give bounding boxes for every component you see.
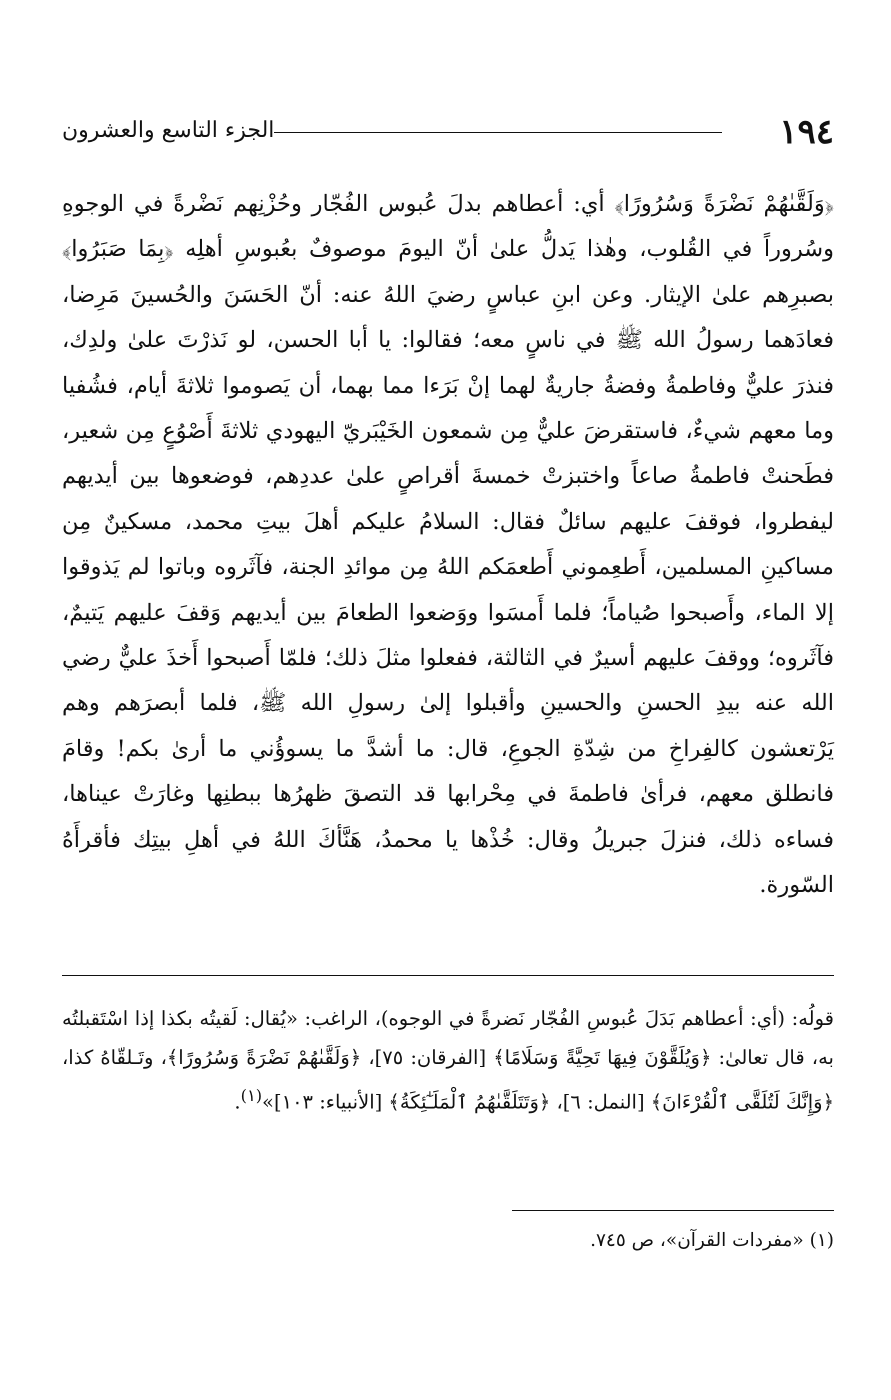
footnote-divider xyxy=(512,1210,834,1211)
main-text xyxy=(62,182,834,909)
footnote-reference: (١) xyxy=(240,1086,263,1105)
main-divider xyxy=(62,975,834,976)
commentary-end: . xyxy=(234,1090,241,1114)
page-number: ١٩٤ xyxy=(779,112,834,152)
header-rule xyxy=(274,132,722,133)
footnote: (١) «مفردات القرآن»، ص ٧٤٥. xyxy=(590,1230,834,1251)
main-paragraph: ﴿وَلَقَّىٰهُمْ نَضْرَةً وَسُرُورًا﴾ أي: أعطاهم بدلَ عُبوس الفُجّار وحُزْنِهم نَضْرةً في الوجوهِ وسُروراً في القُلوب، وهٰذا يَدلُّ علىٰ أنّ اليومَ موصوفٌ بعُبوسِ أهلِه ﴿بِمَا صَبَرُوا﴾ بصبرِهم علىٰ الإيثار. وعن ابنِ عباسٍ رضيَ اللهُ عنه: أنّ الحَسَنَ والحُسينَ مَرِضا، فعادَهما رسولُ الله ﷺ في ناسٍ معه؛ فقالوا: يا أبا الحسن، لو نَذرْتَ علىٰ ولدِك، فنذرَ عليٌّ وفاطمةُ وفضةُ جاريةٌ لهما إنْ بَرَءا مما بهما، أن يَصوموا ثلاثةَ أيام، فشُفيا وما معهم شيءٌ، فاستقرضَ عليٌّ مِن شمعون الخَيْبَريّ اليهودي ثلاثةَ أَصْوُعٍ مِن شعير، فطَحنتْ فاطمةُ صاعاً واختبزتْ خمسةَ أقراصٍ علىٰ عددِهم، فوضعوها بين أيديهم ليفطروا، فوقفَ عليهم سائلٌ فقال: السلامُ عليكم أهلَ بيتِ محمد، مسكينٌ مِن مساكينِ المسلمين، أَطعِموني أَطعمَكم اللهُ مِن موائدِ الجنة، فآثَروه وباتوا لم يَذوقوا إلا الماء، وأَصبحوا صُياماً؛ فلما أَمسَوا ووَضعوا الطعامَ بين أيديهم وَقفَ عليهم يَتيمٌ، فآثَروه؛ ووقفَ عليهم أسيرٌ في الثالثة، ففعلوا مثلَ ذلك؛ فلمّا أَصبحوا أَخذَ عليٌّ رضي الله عنه بيدِ الحسنِ والحسينِ وأقبلوا إلىٰ رسولِ الله ﷺ، فلما أبصرَهم وهم يَرْتعشون كالفِراخِ من شِدّةِ الجوعِ، قال: ما أشدَّ ما يسوؤُني ما أرىٰ بكم! وقامَ فانطلق معهم، فرأىٰ فاطمةَ في مِحْرابها قد التصقَ ظهرُها ببطنِها وغارَتْ عيناها، فساءه ذلك، فنزلَ جبريلُ وقال: خُذْها يا محمدُ، هَنَّأكَ اللهُ في أهلِ بيتِك فأقرأَهُ السّورة. xyxy=(62,191,834,899)
page-header xyxy=(62,110,834,154)
commentary-text: قولُه: (أي: أعطاهم بَدَلَ عُبوسِ الفُجّار نَضرةً في الوجوه)، الراغب: «يُقال: لَقيتُه بكذا إذا اسْتَقبلتُه به، قال تعالىٰ: ﴿وَيُلَقَّوْنَ فِيهَا تَحِيَّةً وَسَلَامًا﴾ [الفرقان: ٧٥]، ﴿وَلَقَّىٰهُمْ نَضْرَةً وَسُرُورًا﴾، وتَـلقّاهُ كذا، ﴿وَإِنَّكَ لَتُلَقَّى ٱلْقُرْءَانَ﴾ [النمل: ٦]، ﴿وَتَتَلَقَّىٰهُمُ ٱلْمَلَـٰٓئِكَةُ﴾ [الأنبياء: ١٠٣]» xyxy=(62,1007,834,1114)
commentary-paragraph xyxy=(62,1000,834,1122)
running-head: الجزء التاسع والعشرون xyxy=(62,118,275,143)
commentary xyxy=(62,1000,834,1122)
